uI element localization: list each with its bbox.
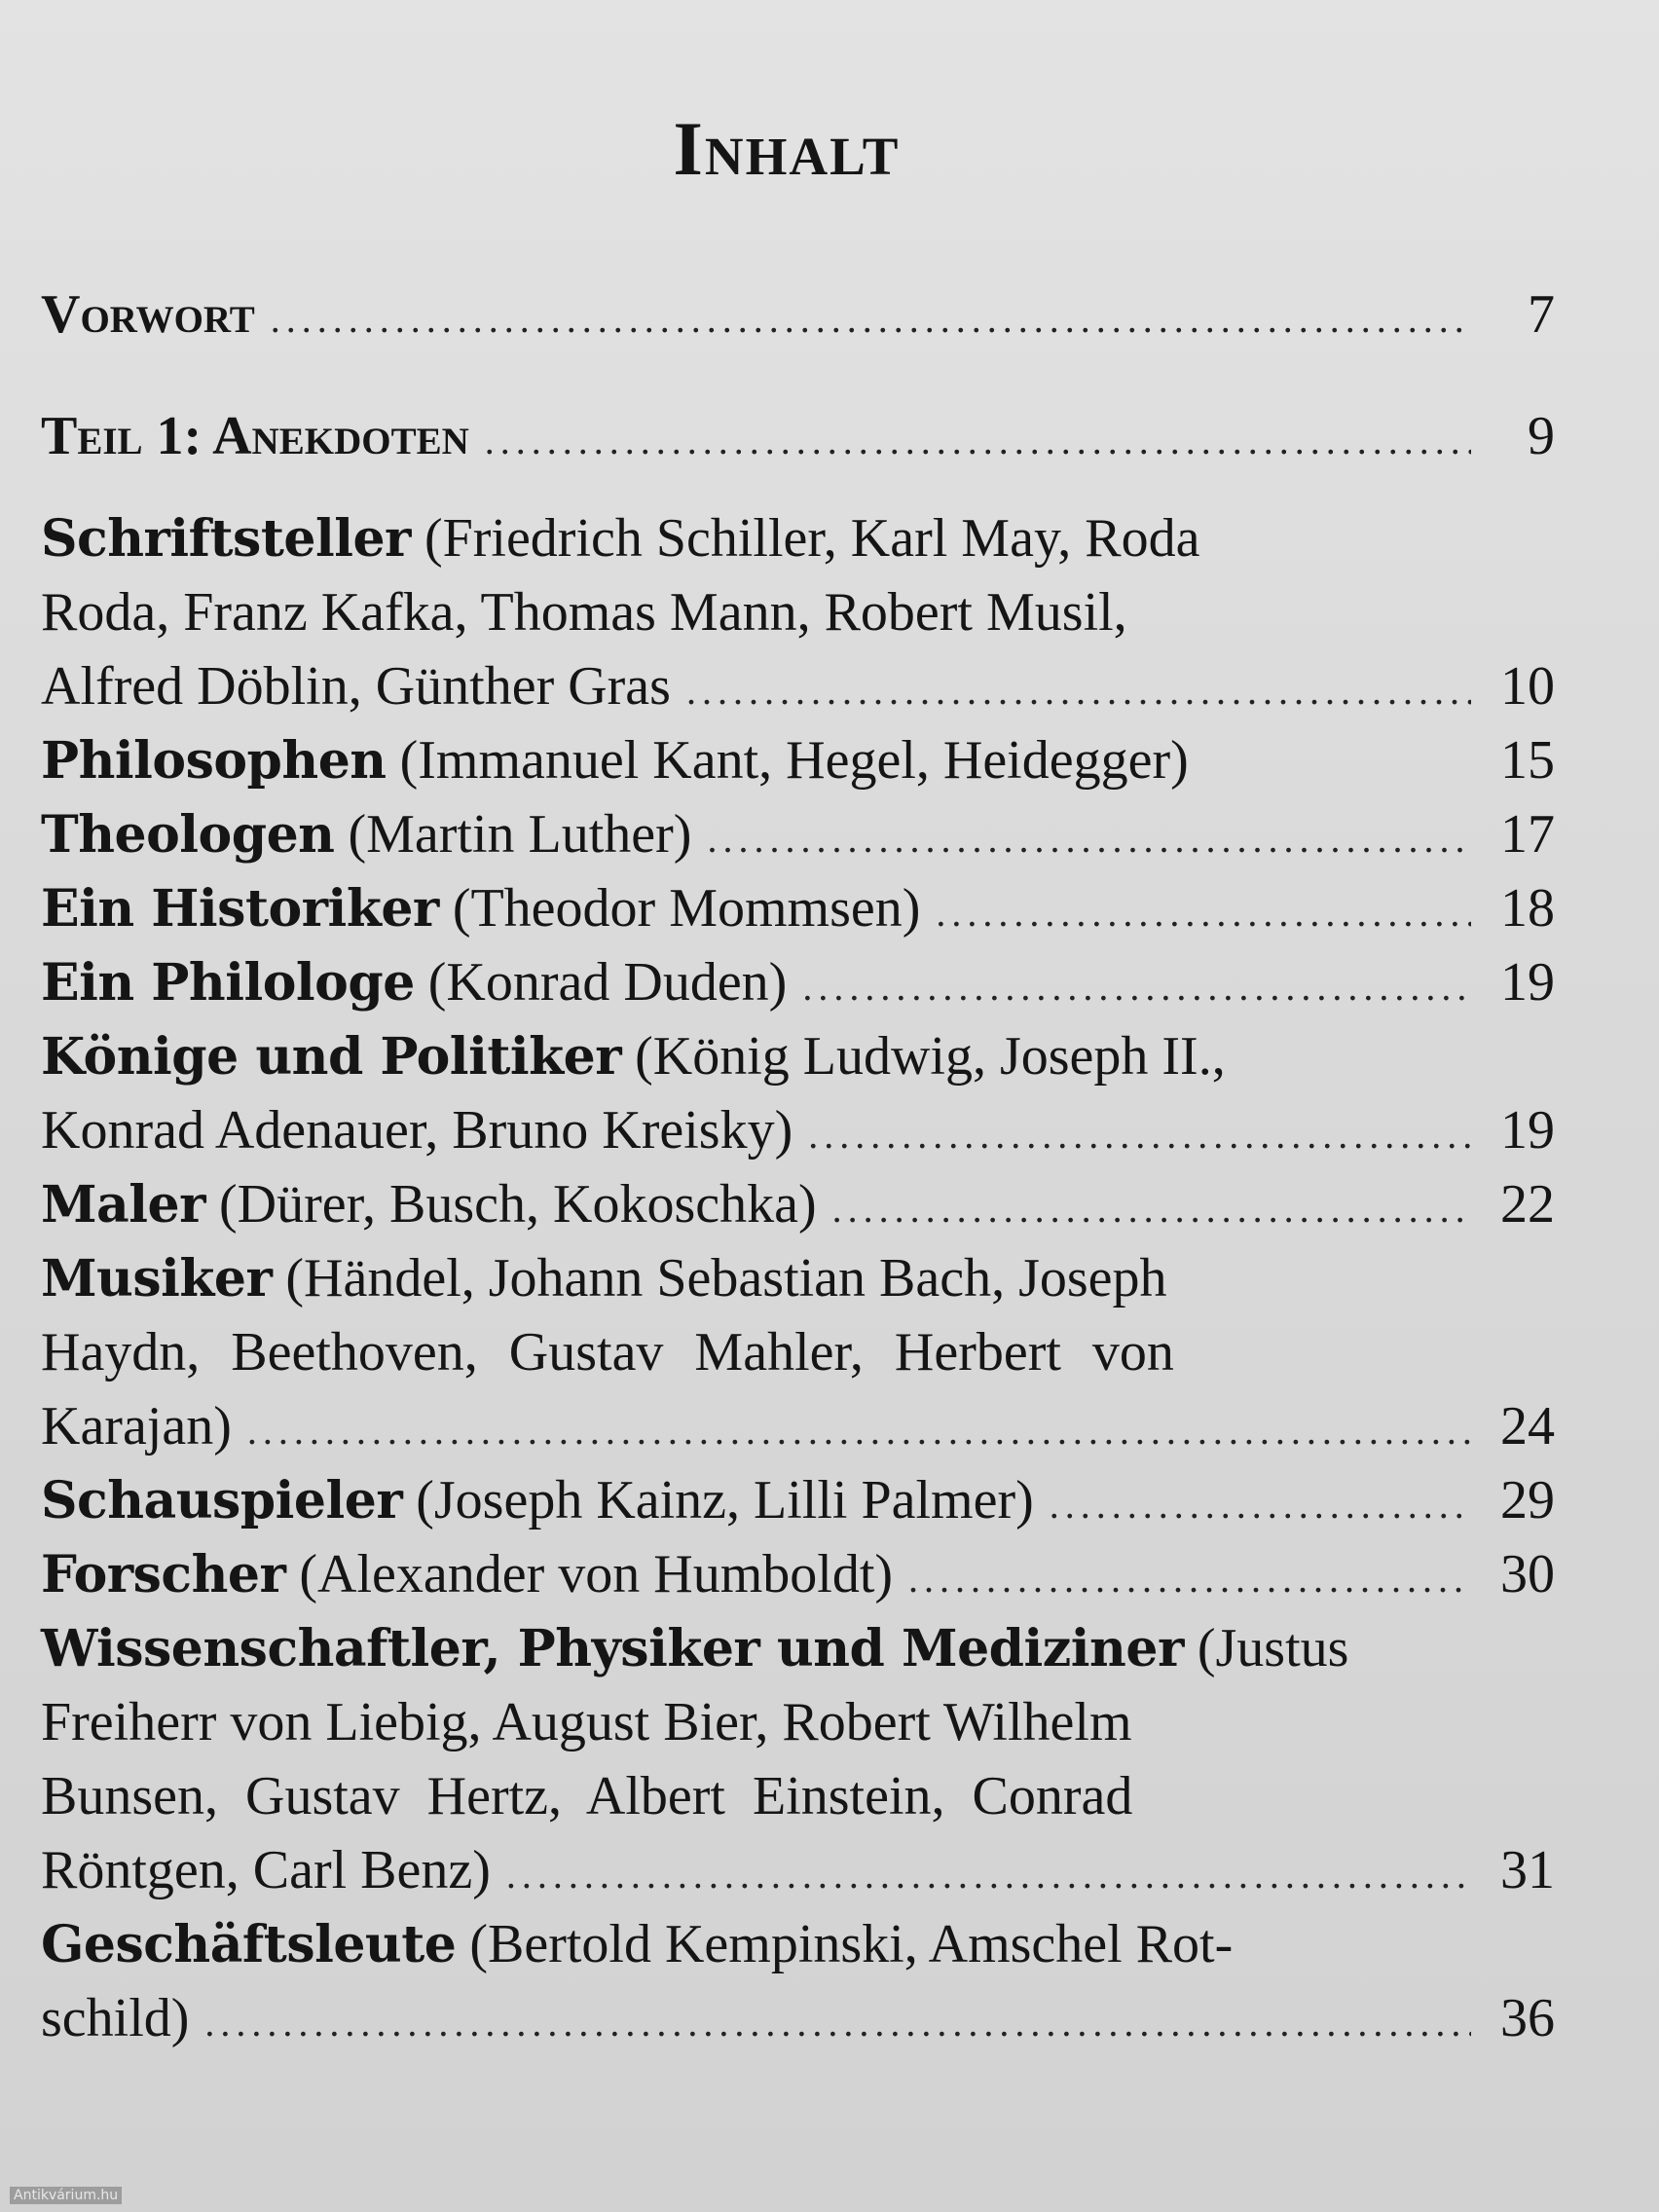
toc-detail: Bunsen, Gustav Hertz, Albert Einstein, Conrad <box>41 1766 1133 1826</box>
toc-category: Schriftsteller <box>41 509 411 569</box>
toc-detail: (Immanuel Kant, Hegel, Heidegger) <box>399 730 1189 791</box>
toc-category: Maler <box>41 1175 205 1235</box>
dot-leader <box>247 1394 1471 1468</box>
toc-page-number: 36 <box>1500 1988 1555 2048</box>
toc-entry-teil-1 <box>41 399 1555 473</box>
toc-section-label: Vorwort <box>41 284 255 345</box>
toc-entry-forscher <box>41 1537 1555 1611</box>
toc-section-label: Teil 1: Anekdoten <box>41 406 469 466</box>
toc-page-number: 7 <box>1528 284 1555 345</box>
toc-detail: (Alexander von Humboldt) <box>299 1544 894 1604</box>
toc-category: Musiker <box>41 1249 273 1309</box>
toc-detail: (Dürer, Busch, Kokoschka) <box>219 1174 817 1235</box>
toc-entry-wissenschaftler <box>41 1611 1555 1907</box>
toc-entry-schauspieler <box>41 1463 1555 1537</box>
dot-leader <box>686 654 1471 728</box>
toc-page-number: 24 <box>1500 1396 1555 1456</box>
toc-page-number: 31 <box>1500 1840 1555 1900</box>
toc-category: Forscher <box>41 1545 286 1604</box>
watermark: Antikvárium.hu <box>10 2187 122 2204</box>
dot-leader <box>936 876 1471 950</box>
toc-detail: Haydn, Beethoven, Gustav Mahler, Herbert von <box>41 1322 1174 1382</box>
toc-category: Philosophen <box>41 731 387 791</box>
toc-entry-musiker <box>41 1241 1555 1463</box>
toc-detail: (Bertold Kempinski, Amschel Rot- <box>469 1914 1234 1974</box>
toc-page-number: 17 <box>1500 804 1555 865</box>
dot-leader <box>204 1986 1471 2060</box>
toc-detail: Roda, Franz Kafka, Thomas Mann, Robert Musil, <box>41 582 1127 643</box>
toc-entry-vorwort <box>41 277 1555 351</box>
dot-leader <box>485 404 1471 478</box>
toc-entry-theologen <box>41 797 1555 871</box>
toc-page-number: 18 <box>1500 878 1555 939</box>
dot-leader <box>506 1838 1471 1912</box>
dot-leader <box>832 1172 1471 1246</box>
dot-leader <box>808 1098 1471 1172</box>
toc-detail: schild) <box>41 1988 190 2048</box>
toc-category: Theologen <box>41 805 335 865</box>
toc-category: Ein Philologe <box>41 953 415 1013</box>
toc-page-number: 29 <box>1500 1470 1555 1530</box>
page-title: Inhalt <box>673 106 901 191</box>
toc-detail: (König Ludwig, Joseph II., <box>635 1026 1226 1087</box>
toc-detail: Alfred Döblin, Günther Gras <box>41 656 671 717</box>
dot-leader <box>802 950 1471 1024</box>
dot-leader <box>1050 1468 1471 1542</box>
toc-page-number: 10 <box>1500 656 1555 717</box>
toc-detail: Freiherr von Liebig, August Bier, Robert Wilhelm <box>41 1692 1132 1752</box>
toc-category: Wissenschaftler, Physiker und Mediziner <box>41 1619 1184 1678</box>
toc-page-number: 15 <box>1500 730 1555 791</box>
toc-page-number: 22 <box>1500 1174 1555 1235</box>
toc-detail: (Theodor Mommsen) <box>452 878 921 939</box>
toc-category: Geschäftsleute <box>41 1915 457 1974</box>
dot-leader <box>908 1542 1471 1616</box>
toc-page-number: 19 <box>1500 1100 1555 1161</box>
toc-detail: (Joseph Kainz, Lilli Palmer) <box>416 1470 1034 1530</box>
toc-detail: (Justus <box>1197 1618 1349 1678</box>
toc-page-number: 30 <box>1500 1544 1555 1604</box>
toc-page-number: 19 <box>1500 952 1555 1013</box>
toc-category: Schauspieler <box>41 1471 403 1530</box>
toc-entry-schriftsteller <box>41 501 1555 723</box>
dot-leader <box>707 802 1471 876</box>
toc-detail: (Konrad Duden) <box>427 952 788 1013</box>
toc-detail: (Friedrich Schiller, Karl May, Roda <box>424 508 1200 569</box>
toc-category: Ein Historiker <box>41 879 439 939</box>
toc-detail: Karajan) <box>41 1396 232 1456</box>
toc-category: Könige und Politiker <box>41 1027 622 1087</box>
toc-entry-koenige-politiker <box>41 1019 1555 1167</box>
dot-leader <box>271 282 1471 356</box>
toc-entry-philologe <box>41 945 1555 1019</box>
toc-entry-philosophen <box>41 723 1555 797</box>
toc-detail: (Martin Luther) <box>348 804 692 865</box>
toc-entry-maler <box>41 1167 1555 1241</box>
toc-detail: Röntgen, Carl Benz) <box>41 1840 491 1900</box>
toc-entry-historiker <box>41 871 1555 945</box>
toc-page-number: 9 <box>1528 406 1555 466</box>
toc-entry-geschaeftsleute <box>41 1907 1555 2055</box>
toc-detail: (Händel, Johann Sebastian Bach, Joseph <box>285 1248 1167 1309</box>
toc-detail: Konrad Adenauer, Bruno Kreisky) <box>41 1100 793 1161</box>
